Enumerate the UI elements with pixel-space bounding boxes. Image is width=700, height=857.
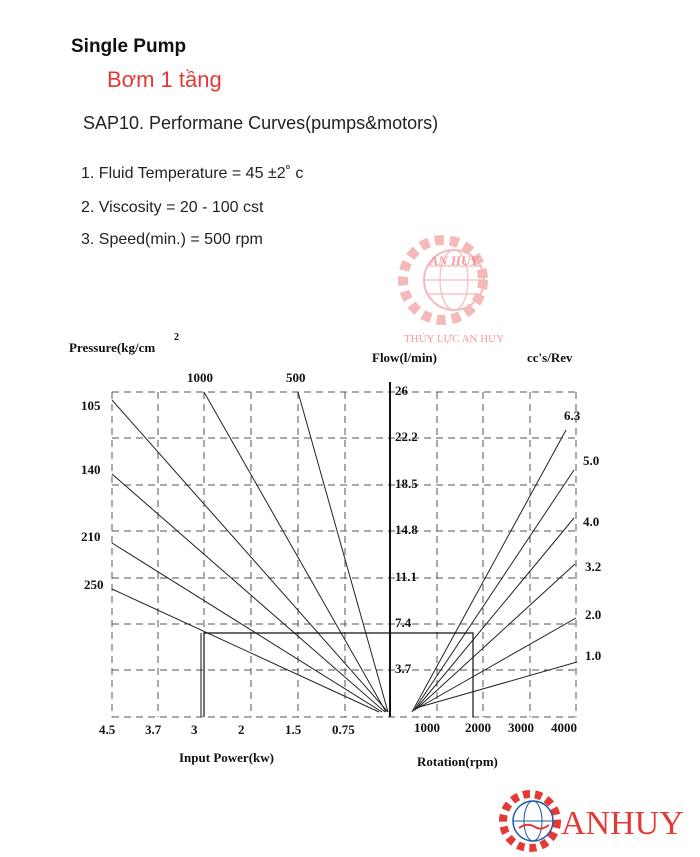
displacement-label: 5.0 bbox=[583, 453, 600, 468]
chart-grid bbox=[112, 382, 576, 717]
displacement-label: 4.0 bbox=[583, 514, 600, 529]
pressure-line bbox=[112, 543, 382, 712]
flow-tick-label: 3.7 bbox=[395, 661, 412, 676]
displacement-label: 1.0 bbox=[585, 648, 602, 663]
page-subtitle: Bơm 1 tầng bbox=[107, 67, 222, 92]
pressure-label: 140 bbox=[81, 462, 101, 477]
watermark-logo-text: AN HUY bbox=[429, 253, 479, 268]
rotation-tick-label: 4000 bbox=[551, 720, 577, 735]
pressure-axis-label: Pressure(kg/cm bbox=[69, 340, 156, 355]
displacement-line bbox=[417, 564, 576, 709]
displacement-label: 3.2 bbox=[585, 559, 602, 574]
rotation-tick-label: 1000 bbox=[414, 720, 440, 735]
power-tick-label: 3 bbox=[191, 722, 198, 737]
power-tick-label: 2 bbox=[238, 722, 245, 737]
flow-tick-label: 26 bbox=[395, 383, 408, 398]
flow-tick-label: 11.1 bbox=[395, 569, 418, 584]
displacement-label: 6.3 bbox=[564, 408, 581, 423]
rotation-tick-label: 3000 bbox=[508, 720, 534, 735]
note-speed: 3. Speed(min.) = 500 rpm bbox=[81, 231, 263, 248]
chart-tick-labels bbox=[81, 370, 601, 737]
power-tick-label: 3.7 bbox=[145, 722, 162, 737]
pressure-line bbox=[112, 474, 385, 712]
displacement-line bbox=[418, 618, 576, 708]
speed-line bbox=[298, 392, 388, 712]
displacement-label: 2.0 bbox=[585, 607, 602, 622]
power-tick-label: 4.5 bbox=[99, 722, 116, 737]
power-tick-label: 1.5 bbox=[285, 722, 302, 737]
speed-label: 500 bbox=[286, 370, 306, 385]
flow-tick-label: 18.5 bbox=[395, 476, 418, 491]
rotation-axis-label: Rotation(rpm) bbox=[417, 754, 498, 769]
speed-line bbox=[204, 392, 386, 712]
rotation-tick-label: 2000 bbox=[465, 720, 491, 735]
pressure-line bbox=[112, 400, 388, 712]
watermark-caption: THỦY LỰC AN HUY bbox=[403, 333, 505, 345]
note-temperature: 1. Fluid Temperature = 45 ±2˚ c bbox=[81, 165, 304, 182]
displacement-line bbox=[414, 470, 575, 711]
flow-tick-label: 14.8 bbox=[395, 522, 418, 537]
pressure-label: 250 bbox=[84, 577, 104, 592]
speed-label: 1000 bbox=[187, 370, 213, 385]
power-tick-label: 0.75 bbox=[332, 722, 355, 737]
flow-tick-label: 7.4 bbox=[395, 615, 412, 630]
displacement-line bbox=[415, 518, 574, 710]
flow-axis-label: Flow(l/min) bbox=[372, 350, 437, 365]
pressure-label: 210 bbox=[81, 529, 101, 544]
pressure-axis-superscript: 2 bbox=[174, 332, 179, 343]
flow-tick-label: 22.2 bbox=[395, 429, 418, 444]
pressure-line bbox=[112, 589, 379, 712]
input-power-axis-label: Input Power(kw) bbox=[179, 750, 274, 765]
note-viscosity: 2. Viscosity = 20 - 100 cst bbox=[81, 199, 264, 216]
pressure-label: 105 bbox=[81, 398, 101, 413]
brand-logo-text: ANHUY bbox=[561, 805, 684, 842]
chart-heading: SAP10. Performane Curves(pumps&motors) bbox=[83, 113, 439, 133]
brand-logo bbox=[497, 788, 697, 854]
displacement-legend-title: cc's/Rev bbox=[527, 350, 573, 365]
page-title: Single Pump bbox=[71, 36, 187, 57]
